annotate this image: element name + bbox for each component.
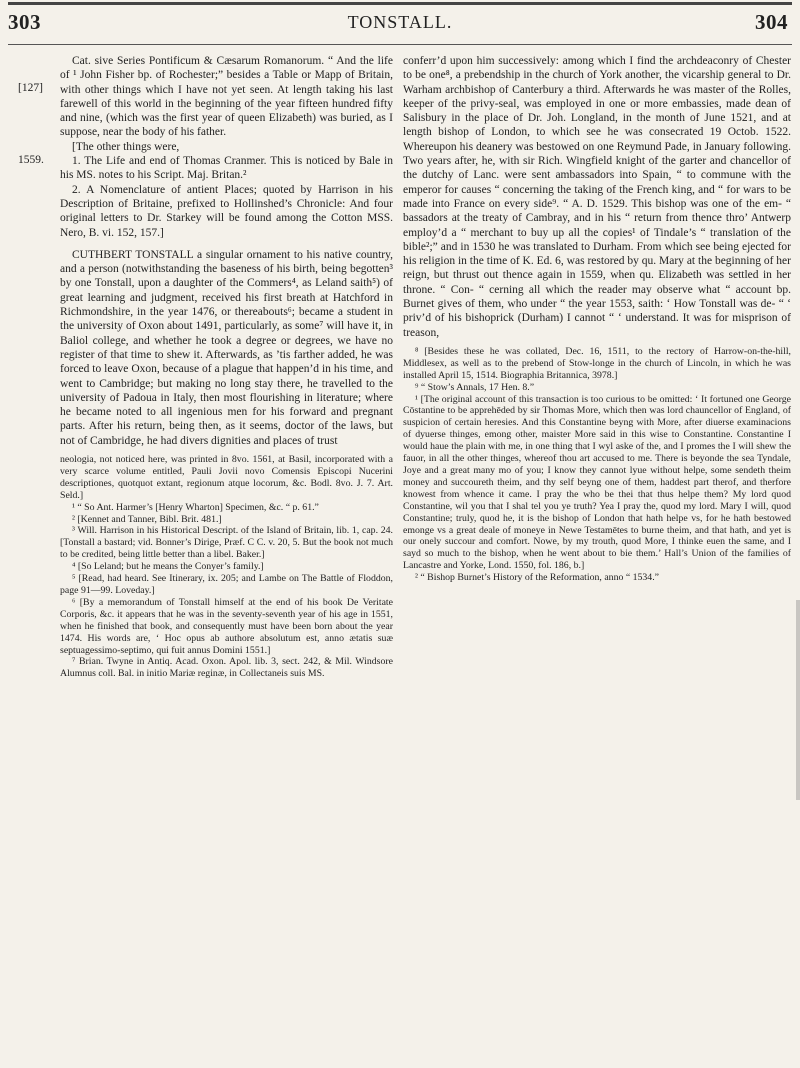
right-column xyxy=(403,54,791,584)
top-rule xyxy=(8,2,792,5)
right-footnotes xyxy=(403,346,791,584)
page-edge-shadow xyxy=(796,600,800,800)
page-number-right: 304 xyxy=(755,10,788,34)
page-header xyxy=(0,10,800,44)
footnote: ² “ Bishop Burnet’s History of the Reformation, anno “ 1534.” xyxy=(415,572,660,584)
footnote: ¹ [The original account of this transaction is too curious to be omitted: ‘ It fortuned one George Cōstantine to be apprehēded by sir Thomas More, which then was lord chauncellor of England, of suspicion of certain heresies. And this Constantine beyng with More, after diuerse examinacions of dyuerse thinges, emong other, maister More said in this wise to Constantine. Constantine I would haue the plain with me, in one thing that I wyl aske of the, and I promes the I will shew the fauor, in all the other thinges, whereof thou art accused to me. There is beyonde the sea Tyndale, Joye and a great many mo of you; I know they cannot lyue without helpe, some sendeth theim money and succoureth theim, and thy self beyng one of them, haddest part therof, and therfore knowest from whence it came. I pray the who be thei that thus helpe them? My lord quod Constantine, wil you that I shal tel you ye truth? Yea I pray the, quod my lord. Mary I will, quod Constantine; truly, quod he, it is the bishop of London that hath helpe vs, for he hath bestowed emonge vs a great deale of moneye in Newe Testamētes to burne theim, and that hath, and yet is our onely succour and comfort. Nowe, by my trouth, quod More, I thinke euen the same, and I sayd so much to the bishop, when he went about to bie them.’ Hall’s Union of the families of Lancastre and Yorke, Lond. 1550, fol. 186, b.] xyxy=(403,393,791,572)
footnote: ⁸ [Besides these he was collated, Dec. 16, 1511, to the rectory of Harrow-on-the-hill, Middlesex, as well as to the prebend of Stow-longe in the church of Lincoln, in which he was installed April 15, 1514. Biographia Britannica, 3978.] xyxy=(403,345,791,381)
footnote: ² [Kennet and Tanner, Bibl. Brit. 481.] xyxy=(72,513,222,525)
footnote: ¹ “ So Ant. Harmer’s [Henry Wharton] Specimen, &c. “ p. 61.” xyxy=(72,501,319,513)
right-paragraph: conferr’d upon him successively: among which I find the archdeaconry of Chester to be one⁸, a prebendship in the church of York another, the vicarship general to Dr. Warham archbishop of Canterbury a third. Afterwards he was master of the Rolles, keeper of the privy-seal, was employed in one or more embassies, made dean of Salisbury in the place of Dr. Joh. Longland, in the month of June 1521, and at length bishop of London, to which see he was consecrated 19 Octob. 1522. Whereupon his deanery was bestowed on one Reymund Pade, in January following. Two years after, he, with sir Rich. Wingfield knight of the garter and chancellor of the dutchy of Lanc. were sent ambassadors into Spain, “ to commune with the emperor for causes “ concerning the taking of the French king, and “ for wars to be made into France on every side⁹. “ A. D. 1529. This bishop was one of the em- “ bassadors at the treaty of Cambray, and in his “ return from thence thro’ Antwerp employ’d a “ merchant to buy up all the copies¹ of Tindale’s “ translation of the bible²;” and in 1530 he was translated to Durham. From which see being ejected for his religion in the time of K. Ed. 6, was restored by qu. Mary at the beginning of her reign, but thrust out thence again in 1559, when qu. Elizabeth was settled in her throne. “ Con- “ cerning all which the reader may observe what “ account bp. Burnet gives of them, who under “ the year 1553, saith: ‘ How Tonstall was de- “ ‘ priv’d of his bishoprick (Durham) I cannot “ ‘ understand. It was for misprison of treason, xyxy=(403,55,791,339)
left-column xyxy=(60,54,393,680)
footnote: ³ Will. Harrison in his Historical Descript. of the Island of Britain, lib. 1, cap. 24. [Tonstall a bastard; vid. Bonner’s Dirige, Præf. C C. v. 20, 5. But the book not much to be credited, being little better than a libel. Baker.] xyxy=(60,525,393,561)
left-paragraph-tonstall: CUTHBERT TONSTALL a singular ornament to his native country, and a person (notwithstanding the baseness of his birth, being begotten³ by one Tonstall, upon a daughter of the Commers⁴, as Leland saith⁵) of great learning and judgment, received his first breath at Hatchford in Richmondshire, in the year 1476, or thereabouts⁶; became a student in the university of Oxon about 1491, particularly, as some⁷ will have it, in Baliol college, and whether he took a degree or degrees, we have no register of that time to shew it. Afterwards, as ’tis farther added, he was forced to leave Oxon, because of a plague that happen’d in his time, and went to Cambridge; but making no long stay there, he travelled to the university of Padoua in Italy, then most flourishing in literature; where he became noted to all ingenious men for his forward and pregnant parts. After his return, being then, as it seems, doctor of the laws, but not of Cambridge, he had divers dignities and places of trust xyxy=(60,248,393,447)
section-gap xyxy=(60,240,393,248)
left-paragraph: 2. A Nomenclature of antient Places; quoted by Harrison in his Description of Britaine, prefixed to Hollinshed’s Chronicle: And four original letters to Dr. Starkey will be found among the Cotton MSS. Nero, B. vi. 152, 157.] xyxy=(60,183,393,239)
left-paragraph: 1. The Life and end of Thomas Cranmer. This is noticed by Bale in his MS. notes to his Script. Maj. Britan.² xyxy=(60,155,393,182)
left-footnotes xyxy=(60,454,393,680)
running-title: TONSTALL. xyxy=(347,12,453,32)
page-number-left: 303 xyxy=(8,10,41,34)
left-paragraph: [The other things were, xyxy=(72,140,180,153)
footnote: ⁶ [By a memorandum of Tonstall himself at the end of his book De Veritate Corporis, &c. it appears that he was in the seventy-seventh year of his age in 1551, when he finished that book, and consequently must have been born about the year 1474. His words are, ‘ Hoc opus ab authore absolutum est, anno ætatis suæ septuagessimo-septimo, qui fuit annus Domini 1551.] xyxy=(60,596,393,656)
margin-note-year: 1559. xyxy=(18,154,44,166)
footnote: ⁷ Brian. Twyne in Antiq. Acad. Oxon. Apol. lib. 3, sect. 242, & Mil. Windsore Alumnus coll. Bal. in initio Mariæ reginæ, in Collectaneis suis MS. xyxy=(60,656,393,680)
header-rule xyxy=(8,44,792,45)
left-paragraph: Cat. sive Series Pontificum & Cæsarum Romanorum. “ And the life of ¹ John Fisher bp. of Rochester;” besides a Table or Mapp of Britain, with other things which I have not yet seen. At length taking his last farewell of this world in the beginning of the year fifteen hundred fifty and nine, (which was the first year of queen Elizabeth) was buried, as I suppose, near the body of his father. xyxy=(60,55,393,139)
footnote: ⁵ [Read, had heard. See Itinerary, ix. 205; and Lambe on The Battle of Floddon, page 91—99. Loveday.] xyxy=(60,573,393,596)
margin-note-page-ref: [127] xyxy=(18,82,43,94)
footnote: ⁹ “ Stow’s Annals, 17 Hen. 8.” xyxy=(415,381,535,393)
footnote: neologia, not noticed here, was printed in 8vo. 1561, at Basil, incorporated with a very scarce volume entitled, Pauli Jovii novo Comensis Episcopi Nucerini descriptiones, quotquot extant, regionum atque locorum, &c. Bodl. 8vo. J. 7. Art. Seld.] xyxy=(60,454,393,501)
footnote: ⁴ [So Leland; but he means the Conyer’s family.] xyxy=(72,561,264,573)
